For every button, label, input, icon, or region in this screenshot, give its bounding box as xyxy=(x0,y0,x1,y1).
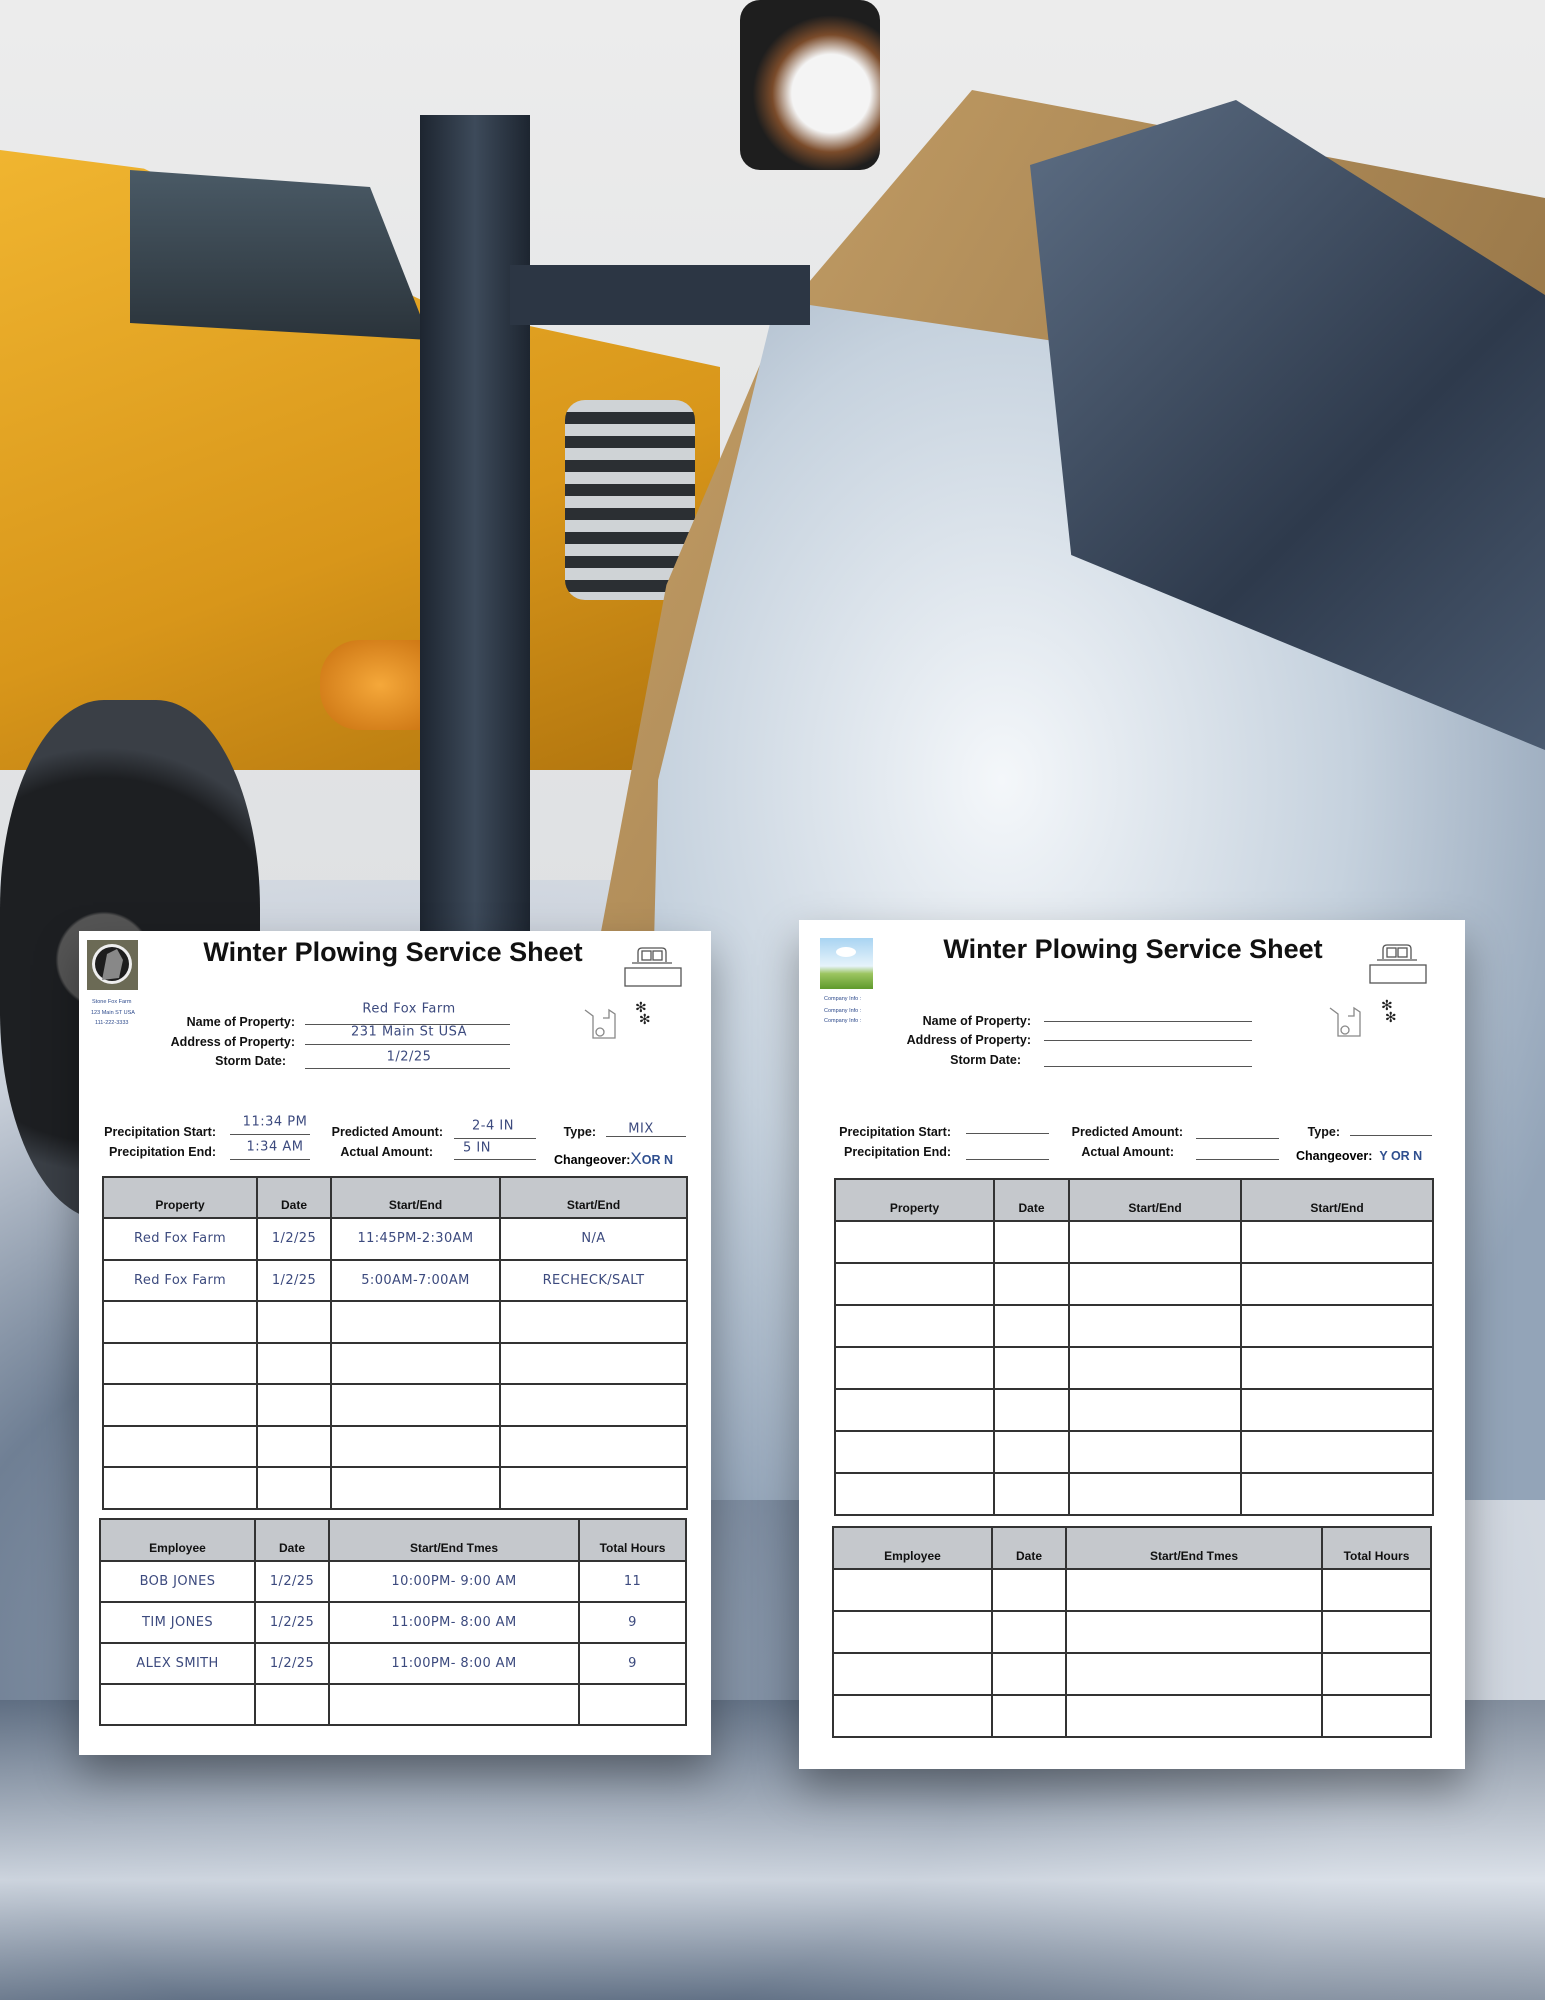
property-row xyxy=(103,1218,687,1260)
table-cell[interactable] xyxy=(1322,1611,1431,1653)
table-cell[interactable] xyxy=(500,1426,687,1468)
property-row xyxy=(835,1305,1433,1347)
column-header: Start/End Tmes xyxy=(329,1519,579,1561)
table-cell[interactable] xyxy=(257,1384,331,1426)
table-cell[interactable] xyxy=(994,1347,1069,1389)
table-cell[interactable]: N/A xyxy=(500,1218,687,1260)
precipitation-start-label: Precipitation Start: xyxy=(104,1125,216,1139)
property-row xyxy=(103,1301,687,1343)
table-cell[interactable] xyxy=(992,1611,1066,1653)
table-cell[interactable] xyxy=(1066,1695,1322,1737)
table-cell[interactable] xyxy=(835,1305,994,1347)
table-cell[interactable] xyxy=(835,1347,994,1389)
precipitation-end-label: Precipitation End: xyxy=(844,1145,951,1159)
predicted-amount-label: Predicted Amount: xyxy=(1071,1125,1183,1139)
property-row xyxy=(835,1473,1433,1515)
employee-row xyxy=(833,1569,1431,1611)
actual-amount-line[interactable] xyxy=(1196,1159,1279,1160)
column-header: Date xyxy=(992,1527,1066,1569)
company-info-line-1: Company Info : xyxy=(824,996,862,1002)
predicted-amount-line[interactable] xyxy=(1196,1138,1279,1139)
blank-service-sheet xyxy=(799,920,1465,1769)
address-of-property-label: Address of Property: xyxy=(906,1033,1031,1047)
property-table xyxy=(834,1178,1434,1516)
column-header: Employee xyxy=(833,1527,992,1569)
table-cell[interactable] xyxy=(500,1343,687,1385)
address-of-property-line xyxy=(305,1044,510,1045)
address-of-property-value[interactable]: 231 Main St USA xyxy=(351,1024,467,1040)
name-of-property-label: Name of Property: xyxy=(922,1014,1031,1028)
changeover-field[interactable] xyxy=(1296,1149,1422,1163)
table-cell[interactable] xyxy=(1241,1221,1433,1263)
property-row xyxy=(103,1467,687,1509)
name-of-property-line[interactable] xyxy=(1044,1021,1252,1022)
employee-row xyxy=(833,1653,1431,1695)
table-cell[interactable] xyxy=(994,1263,1069,1305)
snowflake-icon: ✻ ✻ xyxy=(1381,997,1397,1025)
property-row xyxy=(835,1347,1433,1389)
table-cell[interactable] xyxy=(100,1684,255,1725)
table-cell[interactable]: 1/2/25 xyxy=(257,1260,331,1302)
table-cell[interactable] xyxy=(500,1301,687,1343)
property-row xyxy=(103,1343,687,1385)
column-header: Property xyxy=(835,1179,994,1221)
table-cell[interactable] xyxy=(833,1695,992,1737)
table-cell[interactable]: BOB JONES xyxy=(100,1561,255,1602)
employee-row xyxy=(833,1695,1431,1737)
storm-date-label: Storm Date: xyxy=(950,1053,1021,1067)
storm-date-label: Storm Date: xyxy=(215,1054,286,1068)
table-cell[interactable] xyxy=(331,1384,500,1426)
changeover-label: Changeover: xyxy=(554,1153,631,1167)
table-cell[interactable]: 1/2/25 xyxy=(255,1561,329,1602)
table-cell[interactable] xyxy=(1241,1305,1433,1347)
table-cell[interactable] xyxy=(992,1569,1066,1611)
table-cell[interactable]: 9 xyxy=(579,1643,686,1684)
table-cell[interactable] xyxy=(1322,1569,1431,1611)
table-cell[interactable] xyxy=(1241,1473,1433,1515)
column-header: Start/End xyxy=(1241,1179,1433,1221)
table-cell[interactable] xyxy=(833,1569,992,1611)
company-logo xyxy=(87,940,138,990)
table-cell[interactable] xyxy=(331,1426,500,1468)
table-cell[interactable] xyxy=(1241,1347,1433,1389)
table-cell[interactable] xyxy=(1066,1653,1322,1695)
table-cell[interactable] xyxy=(331,1301,500,1343)
address-of-property-label: Address of Property: xyxy=(170,1035,295,1049)
table-cell[interactable] xyxy=(103,1426,257,1468)
table-cell[interactable] xyxy=(835,1389,994,1431)
company-info-line-3: Company Info : xyxy=(824,1018,862,1024)
property-table xyxy=(102,1176,688,1510)
property-row xyxy=(835,1431,1433,1473)
column-header: Start/End xyxy=(500,1177,687,1218)
table-cell[interactable] xyxy=(1322,1653,1431,1695)
column-header: Property xyxy=(103,1177,257,1218)
filled-service-sheet xyxy=(79,931,711,1755)
employee-row xyxy=(100,1602,686,1643)
employee-row xyxy=(100,1684,686,1725)
precipitation-start-value[interactable]: 11:34 PM xyxy=(242,1114,308,1130)
table-cell[interactable]: 5:00AM-7:00AM xyxy=(331,1260,500,1302)
table-cell[interactable]: ALEX SMITH xyxy=(100,1643,255,1684)
company-address: 123 Main ST USA xyxy=(91,1010,135,1016)
table-cell[interactable] xyxy=(835,1431,994,1473)
precipitation-start-line[interactable] xyxy=(966,1133,1049,1134)
type-line[interactable] xyxy=(1350,1135,1432,1136)
table-cell[interactable] xyxy=(500,1384,687,1426)
table-cell[interactable]: 11 xyxy=(579,1561,686,1602)
table-cell[interactable] xyxy=(994,1305,1069,1347)
company-phone: 111-222-3333 xyxy=(95,1020,129,1026)
table-cell[interactable] xyxy=(1069,1473,1241,1515)
sheet-title: Winter Plowing Service Sheet xyxy=(203,937,583,967)
storm-date-value[interactable]: 1/2/25 xyxy=(386,1049,432,1065)
table-cell[interactable] xyxy=(331,1467,500,1509)
table-cell[interactable] xyxy=(994,1431,1069,1473)
company-info-line-2: Company Info : xyxy=(824,1008,862,1014)
column-header: Date xyxy=(255,1519,329,1561)
table-cell[interactable] xyxy=(1241,1431,1433,1473)
actual-amount-line xyxy=(454,1159,536,1160)
table-cell[interactable]: 1/2/25 xyxy=(255,1602,329,1643)
sheet-title: Winter Plowing Service Sheet xyxy=(943,934,1323,964)
header-row xyxy=(103,1177,687,1218)
changeover-options: Y OR N xyxy=(1379,1149,1423,1163)
employee-table xyxy=(832,1526,1432,1738)
column-header: Date xyxy=(994,1179,1069,1221)
changeover-options: OR N xyxy=(641,1153,673,1167)
precipitation-start-line xyxy=(230,1134,310,1135)
column-header: Date xyxy=(257,1177,331,1218)
table-cell[interactable] xyxy=(1069,1431,1241,1473)
header-row xyxy=(835,1179,1433,1221)
table-cell[interactable] xyxy=(835,1221,994,1263)
table-cell[interactable] xyxy=(257,1426,331,1468)
column-header: Employee xyxy=(100,1519,255,1561)
table-cell[interactable] xyxy=(994,1473,1069,1515)
column-header: Start/End Tmes xyxy=(1066,1527,1322,1569)
type-value[interactable]: MIX xyxy=(628,1121,654,1137)
table-cell[interactable] xyxy=(833,1611,992,1653)
column-header: Total Hours xyxy=(579,1519,686,1561)
property-row xyxy=(835,1221,1433,1263)
employee-row xyxy=(100,1561,686,1602)
type-label: Type: xyxy=(1307,1125,1340,1139)
plow-truck-icon xyxy=(622,946,684,988)
table-cell[interactable]: Red Fox Farm xyxy=(103,1218,257,1260)
table-cell[interactable] xyxy=(500,1467,687,1509)
table-cell[interactable] xyxy=(1069,1389,1241,1431)
table-cell[interactable] xyxy=(331,1343,500,1385)
table-cell[interactable] xyxy=(1066,1611,1322,1653)
actual-amount-value[interactable]: 5 IN xyxy=(463,1140,491,1156)
predicted-amount-label: Predicted Amount: xyxy=(331,1125,443,1139)
table-cell[interactable]: 10:00PM- 9:00 AM xyxy=(329,1561,579,1602)
column-header: Total Hours xyxy=(1322,1527,1431,1569)
table-cell[interactable] xyxy=(1322,1695,1431,1737)
changeover-mark: X xyxy=(630,1149,642,1168)
precipitation-end-line[interactable] xyxy=(966,1159,1049,1160)
changeover-field[interactable] xyxy=(554,1149,673,1169)
table-cell[interactable] xyxy=(994,1221,1069,1263)
property-row xyxy=(103,1384,687,1426)
table-cell[interactable] xyxy=(257,1301,331,1343)
table-cell[interactable] xyxy=(1069,1221,1241,1263)
precipitation-start-label: Precipitation Start: xyxy=(839,1125,951,1139)
address-of-property-line[interactable] xyxy=(1044,1040,1252,1041)
table-cell[interactable] xyxy=(992,1653,1066,1695)
column-header: Start/End xyxy=(1069,1179,1241,1221)
changeover-label: Changeover: xyxy=(1296,1149,1373,1163)
company-logo-placeholder xyxy=(820,938,873,989)
employee-row xyxy=(100,1643,686,1684)
table-cell[interactable] xyxy=(994,1389,1069,1431)
table-cell[interactable]: 11:00PM- 8:00 AM xyxy=(329,1643,579,1684)
table-cell[interactable] xyxy=(255,1684,329,1725)
storm-date-line xyxy=(305,1068,510,1069)
company-name: Stone Fox Farm xyxy=(92,999,132,1005)
type-label: Type: xyxy=(563,1125,596,1139)
table-cell[interactable]: Red Fox Farm xyxy=(103,1260,257,1302)
table-cell[interactable]: 11:45PM-2:30AM xyxy=(331,1218,500,1260)
predicted-amount-line xyxy=(454,1138,536,1139)
table-cell[interactable] xyxy=(579,1684,686,1725)
employee-row xyxy=(833,1611,1431,1653)
name-of-property-label: Name of Property: xyxy=(186,1015,295,1029)
plow-crossbar xyxy=(510,265,810,325)
table-cell[interactable] xyxy=(103,1343,257,1385)
table-cell[interactable] xyxy=(329,1684,579,1725)
table-cell[interactable] xyxy=(1069,1347,1241,1389)
plow-truck-icon xyxy=(1367,943,1429,985)
table-cell[interactable] xyxy=(103,1384,257,1426)
table-cell[interactable] xyxy=(257,1467,331,1509)
snowflake-icon: ✻ ✻ xyxy=(635,999,651,1027)
snowblower-icon xyxy=(1328,1002,1364,1038)
table-cell[interactable] xyxy=(1241,1263,1433,1305)
precipitation-end-label: Precipitation End: xyxy=(109,1145,216,1159)
precipitation-end-line xyxy=(230,1159,310,1160)
plow-frame xyxy=(420,115,530,935)
table-cell[interactable] xyxy=(835,1263,994,1305)
predicted-amount-value[interactable]: 2-4 IN xyxy=(472,1118,514,1134)
table-cell[interactable] xyxy=(1066,1569,1322,1611)
table-cell[interactable] xyxy=(103,1301,257,1343)
header-row xyxy=(833,1527,1431,1569)
table-cell[interactable] xyxy=(1069,1305,1241,1347)
column-header: Start/End xyxy=(331,1177,500,1218)
table-cell[interactable] xyxy=(992,1695,1066,1737)
table-cell[interactable]: 1/2/25 xyxy=(255,1643,329,1684)
precipitation-end-value[interactable]: 1:34 AM xyxy=(246,1139,304,1155)
table-cell[interactable] xyxy=(1069,1263,1241,1305)
table-cell[interactable]: 1/2/25 xyxy=(257,1218,331,1260)
snowblower-icon xyxy=(583,1004,619,1040)
table-cell[interactable]: 9 xyxy=(579,1602,686,1643)
table-cell[interactable]: 11:00PM- 8:00 AM xyxy=(329,1602,579,1643)
table-cell[interactable]: RECHECK/SALT xyxy=(500,1260,687,1302)
table-cell[interactable] xyxy=(103,1467,257,1509)
property-row xyxy=(103,1260,687,1302)
property-row xyxy=(835,1389,1433,1431)
table-cell[interactable] xyxy=(1241,1389,1433,1431)
table-cell[interactable] xyxy=(835,1473,994,1515)
property-row xyxy=(103,1426,687,1468)
plow-lamp xyxy=(740,0,880,170)
table-cell[interactable] xyxy=(257,1343,331,1385)
employee-table xyxy=(99,1518,687,1726)
header-row xyxy=(100,1519,686,1561)
table-cell[interactable] xyxy=(833,1653,992,1695)
actual-amount-label: Actual Amount: xyxy=(1081,1145,1174,1159)
name-of-property-value[interactable]: Red Fox Farm xyxy=(362,1001,456,1017)
actual-amount-label: Actual Amount: xyxy=(340,1145,433,1159)
storm-date-line[interactable] xyxy=(1044,1066,1252,1067)
table-cell[interactable]: TIM JONES xyxy=(100,1602,255,1643)
property-row xyxy=(835,1263,1433,1305)
